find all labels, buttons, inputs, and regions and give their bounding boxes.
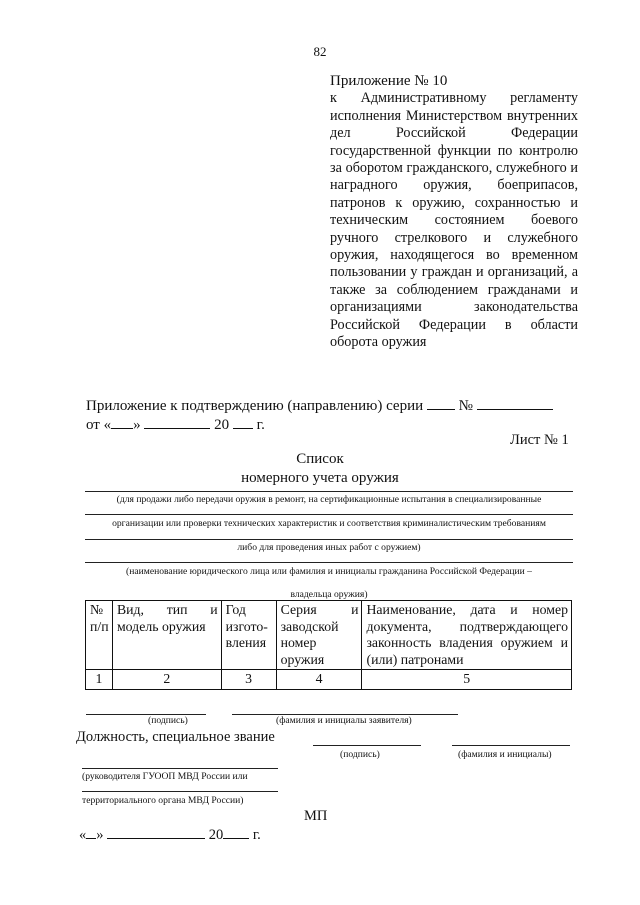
column-number-3: 3: [221, 670, 276, 690]
date-open-quote: «: [79, 827, 87, 843]
purpose-line-2: [85, 514, 573, 515]
appendix-block: [330, 73, 578, 352]
year-blank: [233, 416, 253, 429]
official-signature-line: [313, 745, 421, 746]
date-year-suffix: г.: [252, 827, 261, 843]
official-name-caption: (фамилия и инициалы): [458, 749, 552, 760]
applicant-signature-caption: (подпись): [148, 715, 188, 726]
applicant-name-caption: (фамилия и инициалы заявителя): [276, 715, 412, 726]
confirmation-text: Приложение к подтверждению (направлению) серии: [86, 398, 424, 414]
official-signature-caption: (подпись): [340, 749, 380, 760]
head-caption-2: территориального органа МВД России): [82, 795, 244, 806]
header-document: Наименование, дата и номер документа, подтверждающего законность владения оружием и (или) патронами: [362, 601, 572, 670]
date-line: [79, 826, 261, 844]
table-header-row: [86, 601, 572, 670]
header-type-model: Вид, тип и модель оружия: [112, 601, 221, 670]
owner-line: [85, 562, 573, 563]
list-title-line-1: Список: [296, 451, 344, 467]
list-title: [0, 450, 640, 488]
month-blank: [144, 416, 210, 429]
purpose-note-2: организации или проверки технических характеристик и соответствия криминалистическим требованиям: [112, 518, 546, 529]
purpose-note-3: либо для проведения иных работ с оружием): [237, 542, 421, 553]
owner-note-1: (наименование юридического лица или фамилия и инициалы гражданина Российской Федерации –: [126, 566, 532, 577]
date-month-blank: [107, 826, 205, 839]
head-caption-1: (руководителя ГУООП МВД России или: [82, 771, 248, 782]
day-blank: [111, 416, 133, 429]
appendix-text: к Административному регламенту исполнения Министерством внутренних дел Российской Федерации государственной функции по контролю за оборотом гражданского, служебного и наградного оружия, боеприпасов, патронов к оружию, сохранностью и техническим состоянием боевого ручного стрелкового и служебного оружия, находящегося во временном пользовании у граждан и организаций, а также за соблюдением гражданами и организациями законодательства Российской Федерации в области оборота оружия: [330, 90, 578, 351]
confirmation-line-2: [86, 416, 553, 435]
purpose-line-3: [85, 539, 573, 540]
column-number-4: 4: [276, 670, 362, 690]
year-prefix: 20: [214, 416, 230, 433]
official-name-line: [452, 745, 570, 746]
date-day-blank: [86, 826, 96, 839]
header-number: № п/п: [86, 601, 113, 670]
from-close-quote: »: [133, 416, 141, 433]
number-sign: №: [458, 398, 473, 414]
stamp-label: МП: [304, 808, 328, 824]
confirmation-line-1: [86, 397, 553, 416]
head-line-1: [82, 768, 278, 769]
applicant-signature-line: [86, 714, 206, 715]
header-serial: Серия и заводской номер оружия: [276, 601, 362, 670]
column-number-1: 1: [86, 670, 113, 690]
purpose-line-1: [85, 491, 573, 492]
column-number-2: 2: [112, 670, 221, 690]
sheet-label: Лист № 1: [510, 432, 569, 448]
weapons-table: [85, 600, 572, 690]
head-line-2: [82, 791, 278, 792]
purpose-note-1: (для продажи либо передачи оружия в ремонт, на сертификационные испытания в специализированные: [116, 494, 542, 505]
header-year: Год изгото-вления: [221, 601, 276, 670]
owner-note-2: владельца оружия): [290, 589, 368, 600]
page-number: 82: [313, 44, 327, 59]
number-blank: [477, 397, 553, 410]
series-blank: [427, 397, 455, 410]
date-close-quote: »: [96, 827, 104, 843]
confirmation-block: [86, 397, 553, 434]
table-number-row: [86, 670, 572, 690]
column-number-5: 5: [362, 670, 572, 690]
from-prefix: от «: [86, 416, 112, 433]
year-suffix: г.: [256, 416, 265, 433]
date-year-prefix: 20: [208, 827, 224, 843]
date-year-blank: [223, 826, 249, 839]
position-label: Должность, специальное звание: [76, 729, 275, 745]
list-title-line-2: номерного учета оружия: [241, 470, 399, 486]
appendix-title: Приложение № 10: [330, 73, 448, 89]
